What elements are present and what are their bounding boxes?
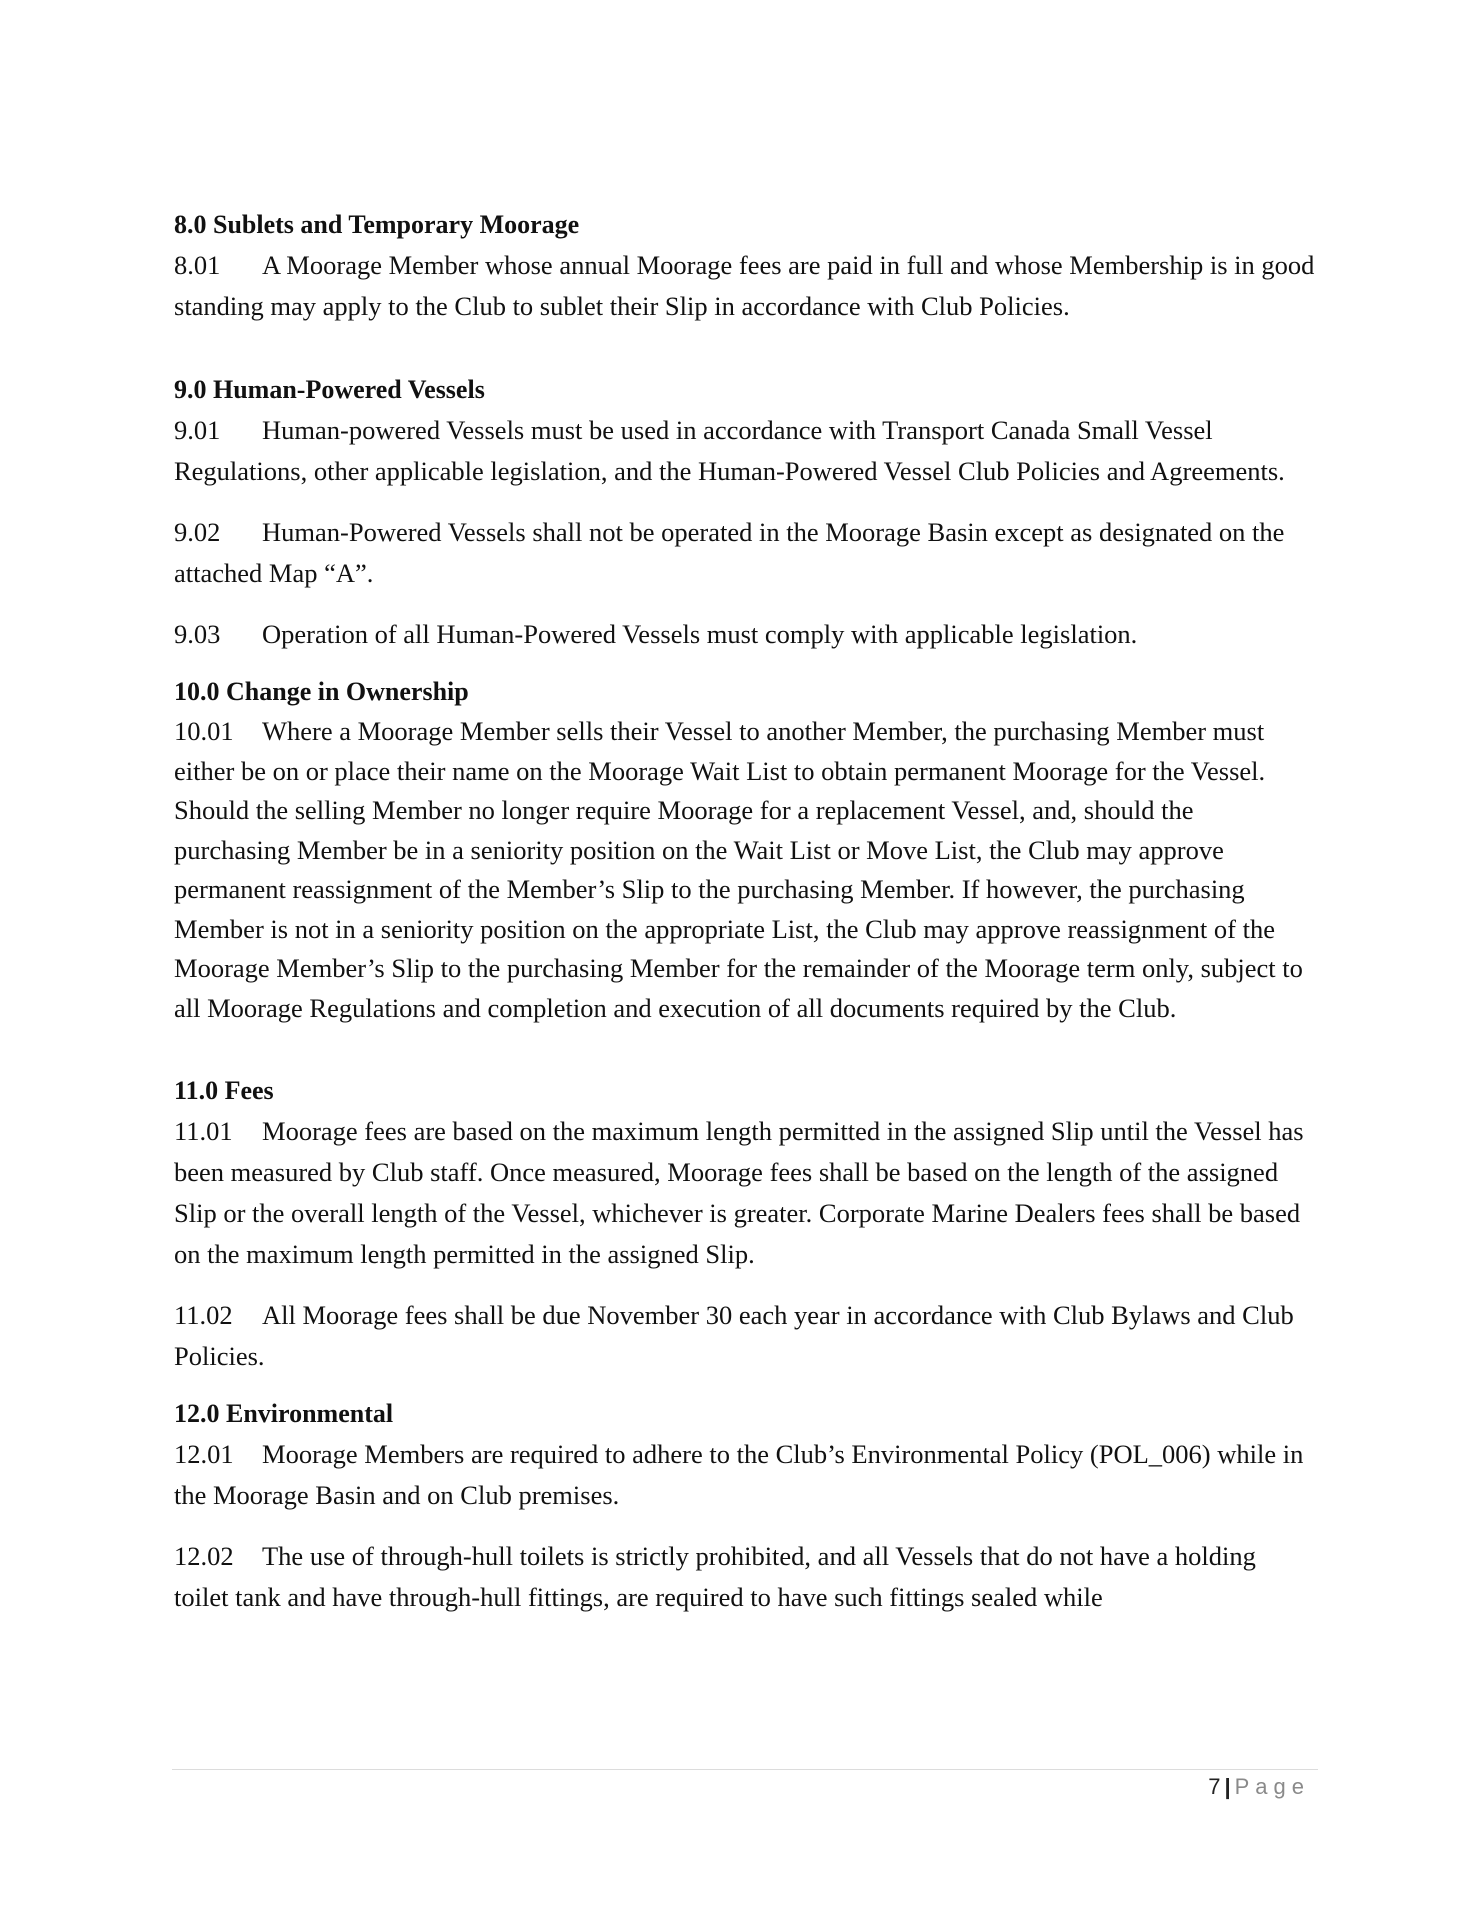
paragraph-9-03 <box>174 614 1316 655</box>
paragraph-number: 8.01 <box>174 250 221 280</box>
paragraph-11-01 <box>174 1111 1316 1275</box>
page-number: 7 <box>1208 1774 1221 1799</box>
section-heading: 9.0 Human-Powered Vessels <box>174 375 485 404</box>
paragraph-text: A Moorage Member whose annual Moorage fees are paid in full and whose Membership is in good standing may apply to the Club to sublet their Slip in accordance with Club Policies. <box>174 250 1315 321</box>
paragraph-text: The use of through-hull toilets is strictly prohibited, and all Vessels that do not have a holding toilet tank and have through-hull fittings, are required to have such fittings sealed while <box>174 1541 1256 1612</box>
section-heading: 11.0 Fees <box>174 1076 274 1105</box>
paragraph-number: 9.02 <box>174 517 221 547</box>
paragraph-number: 12.02 <box>174 1541 234 1571</box>
section-12 <box>174 1394 1316 1618</box>
section-heading: 12.0 Environmental <box>174 1399 394 1428</box>
page-label: Page <box>1234 1774 1310 1799</box>
paragraph-text: Moorage fees are based on the maximum length permitted in the assigned Slip until the Vessel has been measured by Club staff. Once measured, Moorage fees shall be based on the length of the assigned Slip or the overall length of the Vessel, whichever is greater. Corporate Marine Dealers fees shall be based on the maximum length permitted in the assigned Slip. <box>174 1116 1304 1269</box>
paragraph-10-01 <box>174 712 1316 1028</box>
paragraph-number: 9.03 <box>174 619 221 649</box>
paragraph-number: 12.01 <box>174 1439 234 1469</box>
section-10 <box>174 672 1316 1028</box>
paragraph-text: Human-powered Vessels must be used in accordance with Transport Canada Small Vessel Regulations, other applicable legislation, and the Human-Powered Vessel Club Policies and Agreements. <box>174 415 1285 486</box>
paragraph-text: Operation of all Human-Powered Vessels must comply with applicable legislation. <box>262 619 1138 649</box>
paragraph-number: 11.02 <box>174 1300 233 1330</box>
section-heading: 10.0 Change in Ownership <box>174 677 469 706</box>
paragraph-text: Moorage Members are required to adhere to the Club’s Environmental Policy (POL_006) while in the Moorage Basin and on Club premises. <box>174 1439 1304 1510</box>
footer-divider <box>172 1769 1318 1770</box>
paragraph-text: Human-Powered Vessels shall not be operated in the Moorage Basin except as designated on the attached Map “A”. <box>174 517 1285 588</box>
paragraph-12-02 <box>174 1536 1316 1618</box>
paragraph-11-02 <box>174 1295 1316 1377</box>
paragraph-9-02 <box>174 512 1316 594</box>
document-body <box>174 205 1316 1618</box>
paragraph-text: All Moorage fees shall be due November 30 each year in accordance with Club Bylaws and Club Policies. <box>174 1300 1294 1371</box>
section-9 <box>174 370 1316 655</box>
section-heading: 8.0 Sublets and Temporary Moorage <box>174 210 580 239</box>
paragraph-number: 11.01 <box>174 1116 233 1146</box>
page-footer <box>1208 1766 1310 1808</box>
section-8 <box>174 205 1316 327</box>
footer-separator: | <box>1224 1774 1231 1799</box>
paragraph-9-01 <box>174 410 1316 492</box>
section-11 <box>174 1071 1316 1377</box>
paragraph-number: 9.01 <box>174 415 221 445</box>
paragraph-12-01 <box>174 1434 1316 1516</box>
paragraph-8-01 <box>174 245 1316 327</box>
paragraph-text: Where a Moorage Member sells their Vessel to another Member, the purchasing Member must either be on or place their name on the Moorage Wait List to obtain permanent Moorage for the Vessel. Should the selling Member no longer require Moorage for a replacement Vessel, and, should the purchasing Member be in a seniority position on the Wait List or Move List, the Club may approve permanent reassignment of the Member’s Slip to the purchasing Member. If however, the purchasing Member is not in a seniority position on the appropriate List, the Club may approve reassignment of the Moorage Member’s Slip to the purchasing Member for the remainder of the Moorage term only, subject to all Moorage Regulations and completion and execution of all documents required by the Club. <box>174 716 1303 1023</box>
paragraph-number: 10.01 <box>174 716 234 746</box>
